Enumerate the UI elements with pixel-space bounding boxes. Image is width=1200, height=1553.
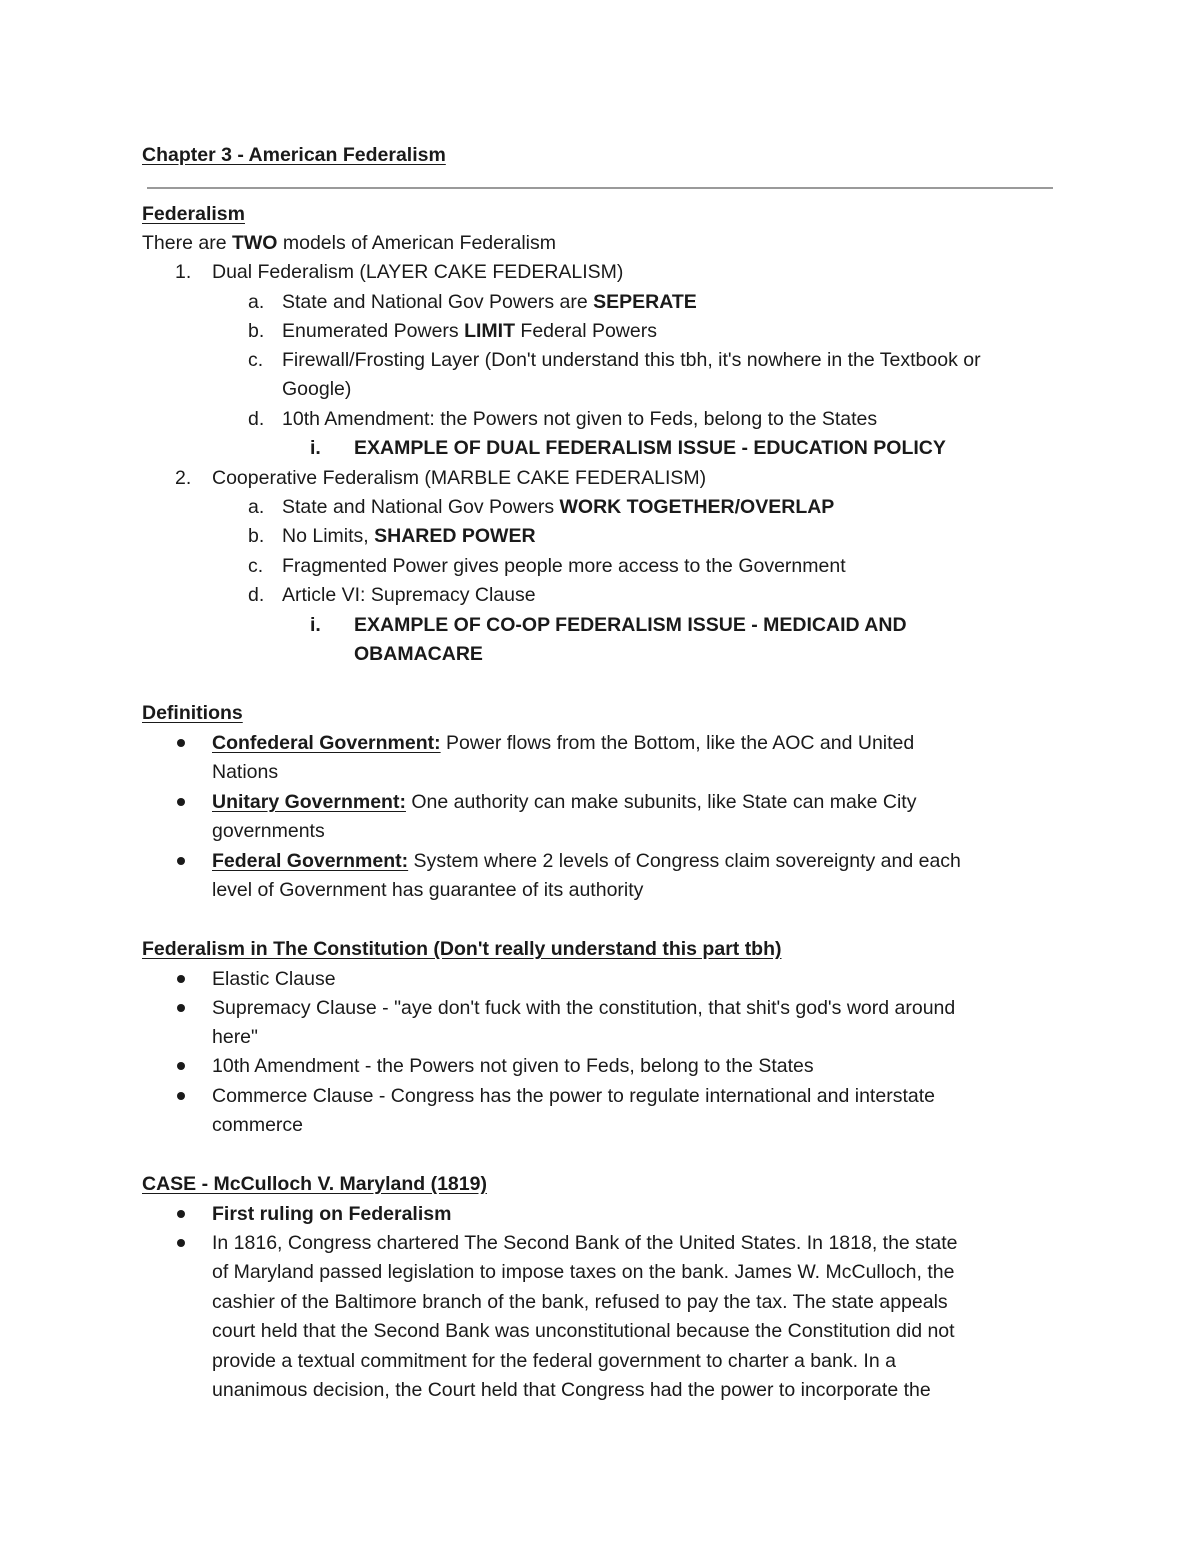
list-item: Commerce Clause - Congress has the power to regulate international and interstate <box>212 1085 935 1107</box>
list-item-continuation: Google) <box>282 378 352 400</box>
list-item: 10th Amendment - the Powers not given to Feds, belong to the States <box>212 1055 814 1077</box>
horizontal-rule <box>147 187 1053 189</box>
list-marker: a. <box>248 291 265 313</box>
list-item: Firewall/Frosting Layer (Don't understand this tbh, it's nowhere in the Textbook or <box>282 349 981 371</box>
section-heading-definitions: Definitions <box>142 702 243 724</box>
definition-continuation: level of Government has guarantee of its authority <box>212 879 644 901</box>
list-item: State and National Gov Powers are SEPERATE <box>282 291 697 313</box>
list-marker: d. <box>248 408 265 430</box>
list-marker: 2. <box>175 467 192 489</box>
list-marker: 1. <box>175 261 192 283</box>
bullet-icon <box>177 1239 185 1247</box>
list-item-continuation: commerce <box>212 1114 304 1136</box>
list-item: 10th Amendment: the Powers not given to Feds, belong to the States <box>282 408 878 430</box>
example-issue: EXAMPLE OF DUAL FEDERALISM ISSUE - EDUCATION POLICY <box>354 437 946 459</box>
list-item: No Limits, SHARED POWER <box>282 525 536 547</box>
definition-item: Federal Government: System where 2 levels of Congress claim sovereignty and each <box>212 850 961 872</box>
list-marker: c. <box>248 555 264 577</box>
case-body-line: court held that the Second Bank was unconstitutional because the Constitution did not <box>212 1320 955 1342</box>
bullet-icon <box>177 975 185 983</box>
case-body-line: of Maryland passed legislation to impose taxes on the bank. James W. McCulloch, the <box>212 1261 955 1283</box>
case-body-line: provide a textual commitment for the federal government to charter a bank. In a <box>212 1350 896 1372</box>
page-title: Chapter 3 - American Federalism <box>142 144 446 166</box>
model-label-cooperative: Cooperative Federalism (MARBLE CAKE FEDERALISM) <box>212 467 707 489</box>
list-item: Enumerated Powers LIMIT Federal Powers <box>282 320 657 342</box>
bullet-icon <box>177 798 185 806</box>
list-marker: a. <box>248 496 265 518</box>
definition-item: Confederal Government: Power flows from the Bottom, like the AOC and United <box>212 732 915 754</box>
example-issue-continuation: OBAMACARE <box>354 643 483 665</box>
intro-text: There are TWO models of American Federalism <box>142 232 556 254</box>
definition-continuation: Nations <box>212 761 279 783</box>
section-heading-case: CASE - McCulloch V. Maryland (1819) <box>142 1173 487 1195</box>
list-item: State and National Gov Powers WORK TOGETHER/OVERLAP <box>282 496 835 518</box>
list-item: Fragmented Power gives people more access to the Government <box>282 555 846 577</box>
list-item: Supremacy Clause - "aye don't fuck with the constitution, that shit's god's word around <box>212 997 956 1019</box>
model-label-dual: Dual Federalism (LAYER CAKE FEDERALISM) <box>212 261 624 283</box>
case-body-line: unanimous decision, the Court held that Congress had the power to incorporate the <box>212 1379 931 1401</box>
case-body-line: cashier of the Baltimore branch of the bank, refused to pay the tax. The state appeals <box>212 1291 948 1313</box>
section-heading-constitution: Federalism in The Constitution (Don't really understand this part tbh) <box>142 938 782 960</box>
definition-item: Unitary Government: One authority can make subunits, like State can make City <box>212 791 917 813</box>
case-first-ruling: First ruling on Federalism <box>212 1203 452 1225</box>
list-marker: i. <box>310 437 321 459</box>
bullet-icon <box>177 1210 185 1218</box>
bullet-icon <box>177 1092 185 1100</box>
bullet-icon <box>177 739 185 747</box>
list-item: Elastic Clause <box>212 968 336 990</box>
definition-continuation: governments <box>212 820 325 842</box>
case-body-line: In 1816, Congress chartered The Second Bank of the United States. In 1818, the state <box>212 1232 958 1254</box>
list-marker: c. <box>248 349 264 371</box>
list-marker: b. <box>248 320 265 342</box>
list-marker: d. <box>248 584 265 606</box>
list-marker: b. <box>248 525 265 547</box>
section-heading-federalism: Federalism <box>142 203 245 225</box>
example-issue: EXAMPLE OF CO-OP FEDERALISM ISSUE - MEDICAID AND <box>354 614 907 636</box>
list-item-continuation: here" <box>212 1026 258 1048</box>
list-marker: i. <box>310 614 321 636</box>
bullet-icon <box>177 1062 185 1070</box>
bullet-icon <box>177 857 185 865</box>
bullet-icon <box>177 1004 185 1012</box>
list-item: Article VI: Supremacy Clause <box>282 584 536 606</box>
